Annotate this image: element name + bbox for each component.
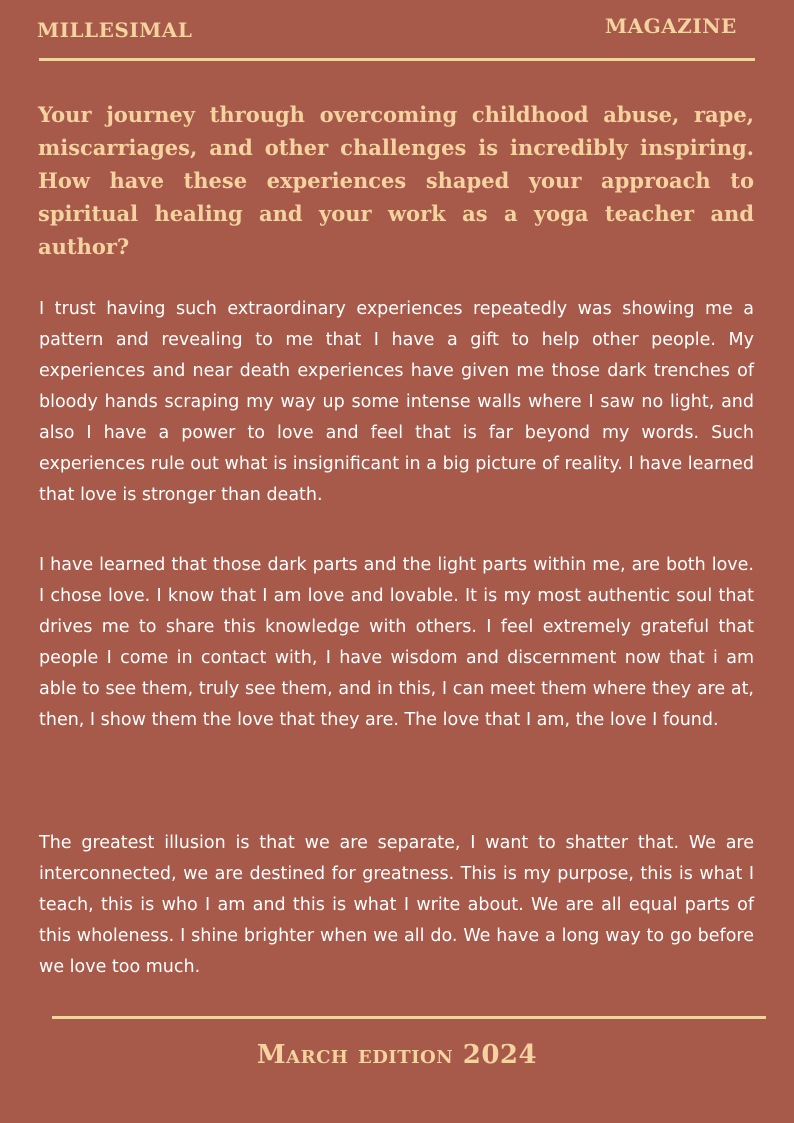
edition-label: March edition 2024	[256, 1040, 538, 1070]
answer-paragraph-1: I trust having such extraordinary experiences repeatedly was showing me a pattern and revealing to me that I have a gift to help other people. My experiences and near death experiences have given me those dark trenches of bloody hands scraping my way up some intense walls where I saw no light, and also I have a power to love and feel that is far beyond my words. Such experiences rule out what is insignificant in a big picture of reality. I have learned that love is stronger than death.	[39, 299, 754, 505]
answer-paragraph-3: The greatest illusion is that we are separate, I want to shatter that. We are interconnected, we are destined for greatness. This is my purpose, this is what I teach, this is who I am and this is what I write about. We are all equal parts of this wholeness. I shine brighter when we all do. We have a long way to go before we love too much.	[39, 833, 754, 977]
masthead-magazine-label: MAGAZINE	[605, 14, 737, 38]
header-divider	[39, 58, 755, 61]
footer-divider	[52, 1016, 766, 1019]
masthead-title: MILLESIMAL	[37, 18, 193, 42]
interview-question: Your journey through overcoming childhood abuse, rape, miscarriages, and other challenges is incredibly inspiring. How have these experiences shaped your approach to spiritual healing and your work as a yoga teacher and author?	[38, 102, 754, 259]
answer-paragraph-2: I have learned that those dark parts and the light parts within me, are both love. I chose love. I know that I am love and lovable. It is my most authentic soul that drives me to share this knowledge with others. I feel extremely grateful that people I come in contact with, I have wisdom and discernment now that i am able to see them, truly see them, and in this, I can meet them where they are at, then, I show them the love that they are. The love that I am, the love I found.	[39, 555, 754, 730]
